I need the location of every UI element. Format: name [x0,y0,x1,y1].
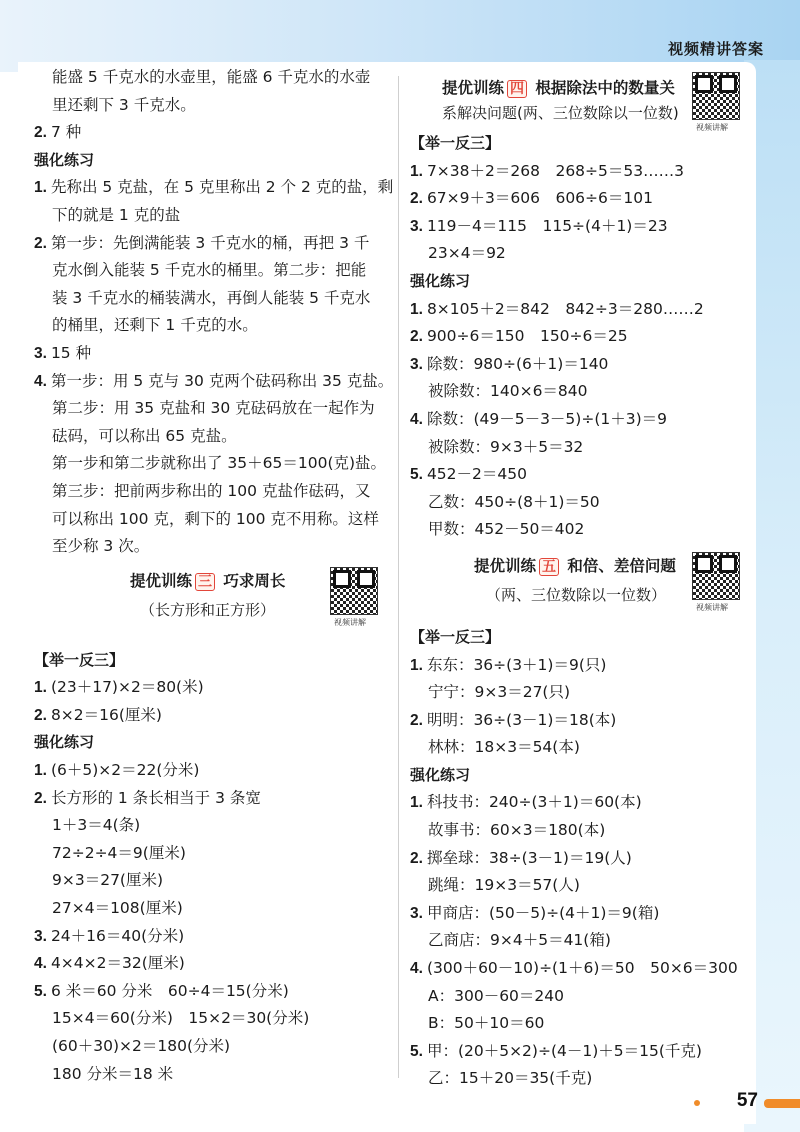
item-text: 除数：980÷(6＋1)＝140 [426,354,609,373]
item-text: 被除数：140×6＝840 [428,382,588,401]
left-column [34,64,394,1088]
item-text: 装 3 千克水的桶装满水，再倒人能装 5 千克水 [52,288,371,307]
answer-item [34,368,394,396]
item-text: 1＋3＝4(条) [52,816,141,835]
item-text: (6＋5)×2＝22(分米) [50,761,200,780]
item-text: 先称出 5 克盐，在 5 克里称出 2 个 2 克的盐，剩 [50,178,394,197]
item-text: 明明：36÷(3－1)＝18(本) [426,710,617,729]
item-number: 2. [34,124,47,142]
item-number: 4. [34,372,47,390]
section-title [442,76,675,98]
item-text: (300＋60－10)÷(1＋6)＝50 50×6＝300 [426,959,738,978]
answer-item [34,230,386,258]
item-number: 3. [410,904,423,922]
answer-item [410,955,740,983]
item-number: 3. [410,217,423,235]
answer-item [34,923,386,951]
item-text: 跳绳：19×3＝57(人) [428,876,580,895]
item-number: 1. [34,679,47,697]
item-text: 长方形的 1 条长相当于 3 条宽 [50,788,261,807]
answer-item [34,702,386,730]
page-tab-decoration [764,1099,800,1108]
item-number: 3. [34,927,47,945]
item-text: (60＋30)×2＝180(分米) [52,1037,231,1055]
answer-item [34,950,386,978]
section-title-text: 巧求周长 [223,571,286,590]
item-text: 下的就是 1 克的盐 [52,205,181,224]
item-text: A：300－60＝240 [428,986,564,1005]
intro-line: 里还剩下 3 千克水。 [52,95,196,114]
item-text: 180 分米＝18 米 [52,1064,174,1083]
answer-item [34,119,386,147]
item-number: 4. [410,410,423,428]
item-number: 3. [410,355,423,373]
item-number: 1. [34,762,47,780]
item-text: 宁宁：9×3＝27(只) [428,683,571,702]
item-number: 4. [410,960,423,978]
item-number: 4. [34,955,47,973]
section-number-badge: 五 [539,558,559,576]
answer-item [34,978,386,1006]
item-text: 第一步：先倒满能装 3 千克水的桶，再把 3 千 [50,233,370,252]
section-subtitle: （两、三位数除以一位数） [486,585,667,604]
item-text: 乙商店：9×4＋5＝41(箱) [428,931,611,950]
section-title [130,569,285,591]
section-subtitle: 系解决问题(两、三位数除以一位数) [442,104,679,122]
section-heading: 强化练习 [410,765,471,784]
qr-caption: 视频讲解 [696,123,728,132]
section-title-text: 和倍、差倍问题 [567,556,676,575]
item-text: 452－2＝450 [426,465,527,484]
item-text: 砝码，可以称出 65 克盐。 [52,426,237,445]
answer-item [410,461,740,489]
item-text: 甲商店：(50－5)÷(4＋1)＝9(箱) [426,903,660,922]
section-heading: 强化练习 [410,271,471,290]
qr-code-icon[interactable] [692,72,740,120]
section-heading: 【举一反三】 [410,627,501,646]
qr-caption: 视频讲解 [334,617,366,627]
page-number: 57 [736,1090,758,1111]
item-number: 5. [410,466,423,484]
item-text: (23＋17)×2＝80(米) [50,678,204,697]
item-text: 至少称 3 次。 [52,537,150,556]
item-text: 林林：18×3＝54(本) [428,738,580,757]
section-heading: 【举一反三】 [34,650,125,669]
item-number: 1. [410,794,423,812]
item-text: 第一步和第二步就称出了 35＋65＝100(克)盐。 [52,454,387,473]
item-number: 1. [34,179,47,197]
item-text: 7 种 [50,123,82,142]
item-number: 2. [34,234,47,252]
item-number: 2. [34,789,47,807]
item-text: 24＋16＝40(分米) [50,926,185,945]
qr-code-icon[interactable] [330,567,378,615]
answer-item [34,174,394,202]
section-heading: 强化练习 [34,150,95,169]
item-number: 3. [34,344,47,362]
item-text: 9×3＝27(厘米) [52,871,164,890]
item-number: 2. [410,190,423,208]
answer-item [34,674,386,702]
answer-item [410,296,740,324]
section-title [474,554,676,576]
item-number: 2. [410,849,423,867]
section-number-badge: 三 [195,573,215,591]
item-number: 2. [34,706,47,724]
item-text: 克水倒入能装 5 千克水的桶里。第二步：把能 [52,261,367,280]
item-text: 4×4×2＝32(厘米) [50,954,185,973]
answer-item [410,900,740,928]
item-text: 119－4＝115 115÷(4＋1)＝23 [426,216,668,235]
item-text: 可以称出 100 克，剩下的 100 克不用称。这样 [52,509,379,528]
item-number: 2. [410,328,423,346]
section-4-header [410,64,740,130]
item-text: 8×105＋2＝842 842÷3＝280……2 [426,299,704,318]
section-title-prefix: 提优训练 [442,79,505,97]
answer-item [410,707,740,735]
item-text: 15×4＝60(分米) 15×2＝30(分米) [52,1009,310,1028]
item-text: 27×4＝108(厘米) [52,899,183,918]
qr-code-icon[interactable] [692,552,740,600]
item-text: 东东：36÷(3＋1)＝9(只) [426,655,607,674]
answer-item [410,652,740,680]
item-text: 第一步：用 5 克与 30 克两个砝码称出 35 克盐。 [50,371,394,390]
qr-caption: 视频讲解 [696,602,728,612]
answer-item [410,213,740,241]
item-text: 除数：(49－5－3－5)÷(1＋3)＝9 [426,409,668,428]
item-text: 甲数：452－50＝402 [428,520,585,539]
item-text: 900÷6＝150 150÷6＝25 [426,327,628,346]
answer-item [34,757,386,785]
item-text: 乙：15＋20＝35(千克) [428,1069,593,1088]
section-title-text: 根据除法中的数量关 [535,79,675,97]
section-heading: 强化练习 [34,733,95,752]
item-number: 1. [410,656,423,674]
item-number: 2. [410,711,423,729]
item-text: B：50＋10＝60 [428,1014,545,1033]
item-text: 67×9＋3＝606 606÷6＝101 [426,189,653,208]
item-number: 5. [410,1042,423,1060]
item-number: 1. [410,162,423,180]
section-number-badge: 四 [507,80,527,98]
item-text: 的桶里，还剩下 1 千克的水。 [52,316,258,335]
item-text: 72÷2÷4＝9(厘米) [52,843,186,862]
section-title-prefix: 提优训练 [474,556,537,575]
right-column [410,64,740,1093]
header-label: 视频精讲答案 [667,40,764,58]
answer-item [34,340,386,368]
section-5-header [410,544,740,624]
page-dot-icon [694,1100,700,1106]
answer-item [410,158,740,186]
item-number: 5. [34,982,47,1000]
section-title-prefix: 提优训练 [130,571,193,590]
item-text: 被除数：9×3＋5＝32 [428,437,584,456]
item-text: 6 米＝60 分米 60÷4＝15(分米) [50,981,289,1000]
item-text: 第三步：把前两步称出的 100 克盐作砝码，又 [52,481,371,500]
item-text: 7×38＋2＝268 268÷5＝53……3 [426,161,684,180]
answer-item [410,789,740,817]
item-text: 23×4＝92 [428,244,506,263]
answer-item [410,323,740,351]
item-text: 故事书：60×3＝180(本) [428,821,606,840]
section-3-header [34,561,386,647]
column-divider [398,76,399,1078]
answer-item [410,845,740,873]
section-heading: 【举一反三】 [410,134,501,152]
answer-item [34,785,386,813]
answer-item [410,185,740,213]
answer-item [410,406,740,434]
item-text: 科技书：240÷(3＋1)＝60(本) [426,793,642,812]
item-text: 乙数：450÷(8＋1)＝50 [428,492,600,511]
section-subtitle: （长方形和正方形） [140,600,276,619]
item-text: 15 种 [50,343,92,362]
item-text: 掷垒球：38÷(3－1)＝19(人) [426,848,632,867]
item-text: 第二步：用 35 克盐和 30 克砝码放在一起作为 [52,399,375,418]
item-text: 甲：(20＋5×2)÷(4－1)＋5＝15(千克) [426,1041,702,1060]
intro-line: 能盛 5 千克水的水壶里，能盛 6 千克水的水壶 [52,68,371,86]
answer-item [410,1038,740,1066]
answer-item [410,351,740,379]
item-text: 8×2＝16(厘米) [50,705,162,724]
item-number: 1. [410,300,423,318]
